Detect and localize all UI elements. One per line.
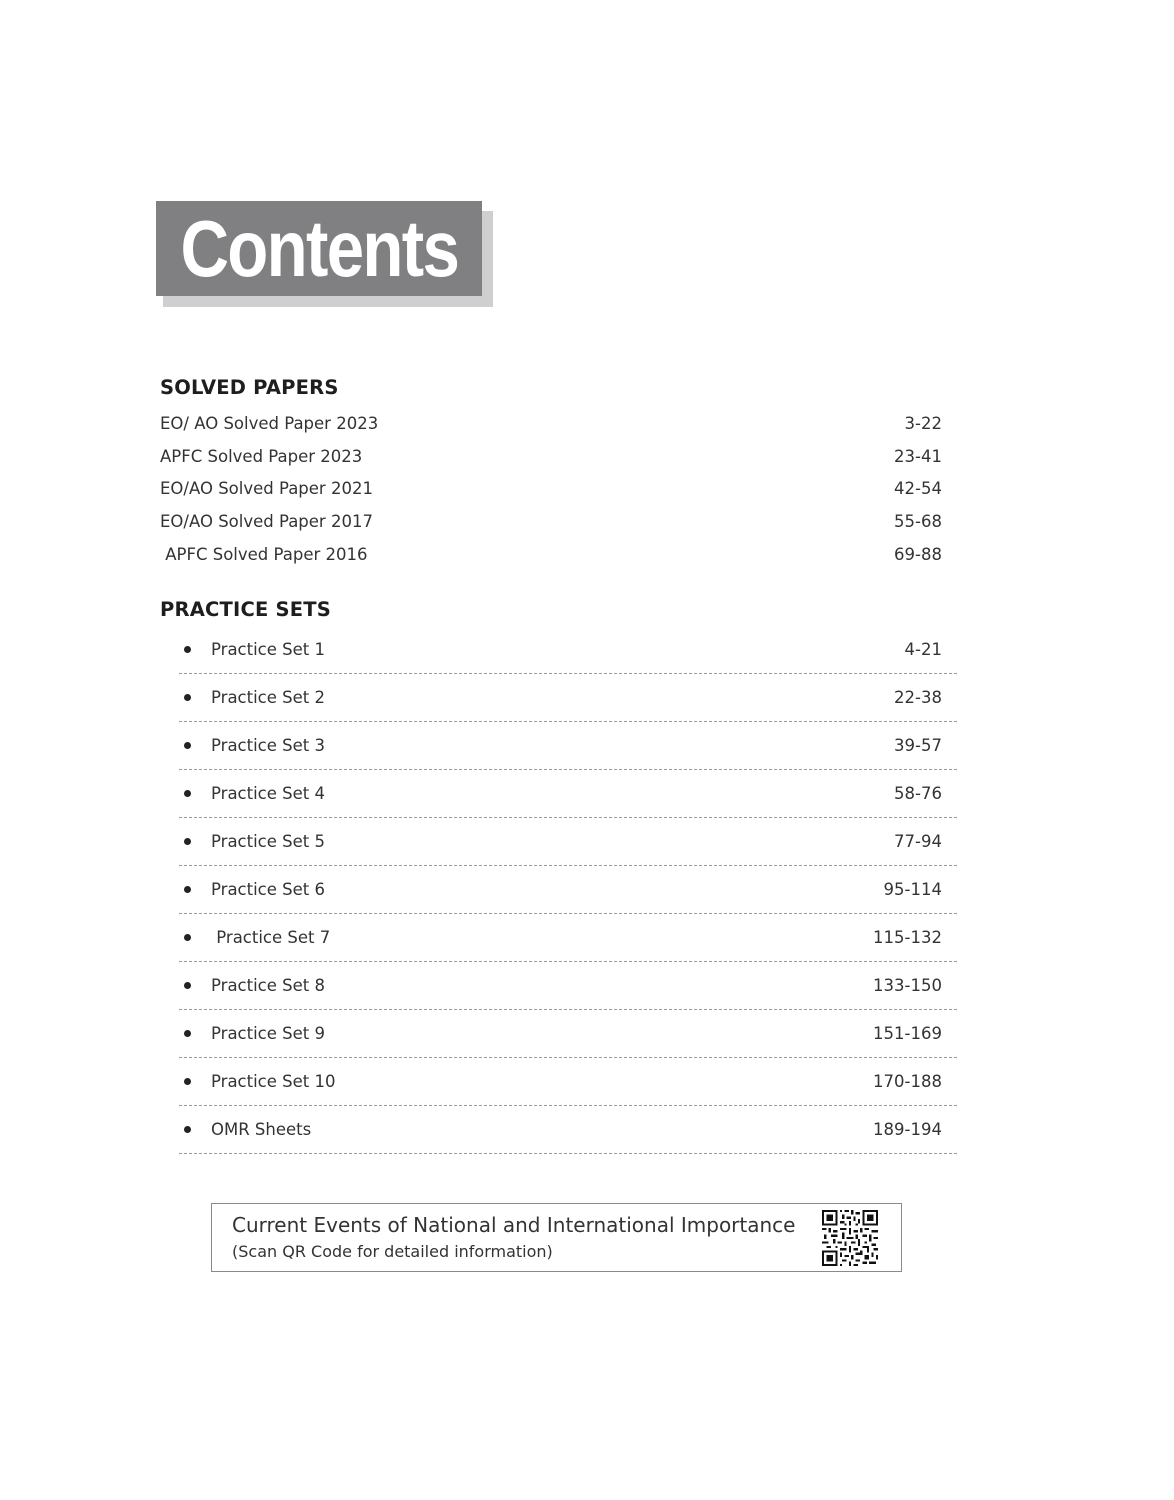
practice-set-row: [179, 1106, 957, 1154]
contents-title-block: [156, 201, 493, 307]
bullet-icon: [184, 886, 191, 893]
practice-set-pages: 95-114: [883, 880, 942, 899]
practice-set-pages: 151-169: [873, 1024, 942, 1043]
practice-set-row: [179, 962, 957, 1010]
practice-set-label: Practice Set 6: [211, 880, 325, 899]
solved-paper-pages: 69-88: [894, 544, 942, 564]
solved-paper-row: [160, 407, 942, 440]
solved-paper-pages: 42-54: [894, 479, 942, 499]
practice-set-label: Practice Set 7: [211, 928, 331, 947]
practice-set-row: [179, 866, 957, 914]
bullet-icon: [184, 982, 191, 989]
practice-set-pages: 115-132: [873, 928, 942, 947]
practice-set-row: [179, 626, 957, 674]
solved-paper-pages: 55-68: [894, 511, 942, 531]
practice-set-pages: 4-21: [904, 640, 942, 659]
practice-set-row: [179, 818, 957, 866]
practice-set-label: Practice Set 2: [211, 688, 325, 707]
practice-set-label: Practice Set 8: [211, 976, 325, 995]
solved-papers-list: [160, 407, 942, 570]
practice-set-row: [179, 722, 957, 770]
solved-paper-label: APFC Solved Paper 2023: [160, 446, 363, 466]
bullet-icon: [184, 1126, 191, 1133]
practice-sets-list: [179, 626, 957, 1154]
practice-sets-heading: PRACTICE SETS: [160, 598, 331, 621]
practice-set-row: [179, 674, 957, 722]
practice-set-label: Practice Set 1: [211, 640, 325, 659]
page-title: Contents: [180, 203, 458, 293]
solved-paper-pages: 3-22: [904, 413, 942, 433]
current-events-subtitle: (Scan QR Code for detailed information): [232, 1242, 553, 1261]
solved-paper-label: EO/ AO Solved Paper 2023: [160, 413, 379, 433]
bullet-icon: [184, 934, 191, 941]
solved-paper-label: EO/AO Solved Paper 2017: [160, 511, 373, 531]
solved-paper-row: [160, 440, 942, 473]
practice-set-row: [179, 1058, 957, 1106]
practice-set-label: Practice Set 10: [211, 1072, 336, 1091]
bullet-icon: [184, 742, 191, 749]
practice-set-row: [179, 770, 957, 818]
solved-paper-label: EO/AO Solved Paper 2021: [160, 479, 373, 499]
solved-paper-label: APFC Solved Paper 2016: [160, 544, 368, 564]
practice-set-row: [179, 914, 957, 962]
practice-set-label: OMR Sheets: [211, 1120, 312, 1139]
bullet-icon: [184, 838, 191, 845]
practice-set-pages: 133-150: [873, 976, 942, 995]
bullet-icon: [184, 1078, 191, 1085]
qr-code-icon[interactable]: [822, 1210, 878, 1266]
bullet-icon: [184, 694, 191, 701]
solved-paper-pages: 23-41: [894, 446, 942, 466]
practice-set-pages: 189-194: [873, 1120, 942, 1139]
practice-set-pages: 22-38: [894, 688, 942, 707]
solved-paper-row: [160, 505, 942, 538]
solved-papers-heading: SOLVED PAPERS: [160, 376, 339, 399]
practice-set-pages: 58-76: [894, 784, 942, 803]
bullet-icon: [184, 790, 191, 797]
practice-set-pages: 170-188: [873, 1072, 942, 1091]
practice-set-pages: 39-57: [894, 736, 942, 755]
practice-set-pages: 77-94: [894, 832, 942, 851]
title-box: [156, 201, 482, 296]
practice-set-row: [179, 1010, 957, 1058]
current-events-box: [211, 1203, 902, 1272]
bullet-icon: [184, 1030, 191, 1037]
solved-paper-row: [160, 472, 942, 505]
solved-paper-row: [160, 538, 942, 571]
bullet-icon: [184, 646, 191, 653]
practice-set-label: Practice Set 4: [211, 784, 325, 803]
practice-set-label: Practice Set 3: [211, 736, 325, 755]
practice-set-label: Practice Set 5: [211, 832, 325, 851]
current-events-title: Current Events of National and International Importance: [232, 1213, 796, 1237]
practice-set-label: Practice Set 9: [211, 1024, 325, 1043]
